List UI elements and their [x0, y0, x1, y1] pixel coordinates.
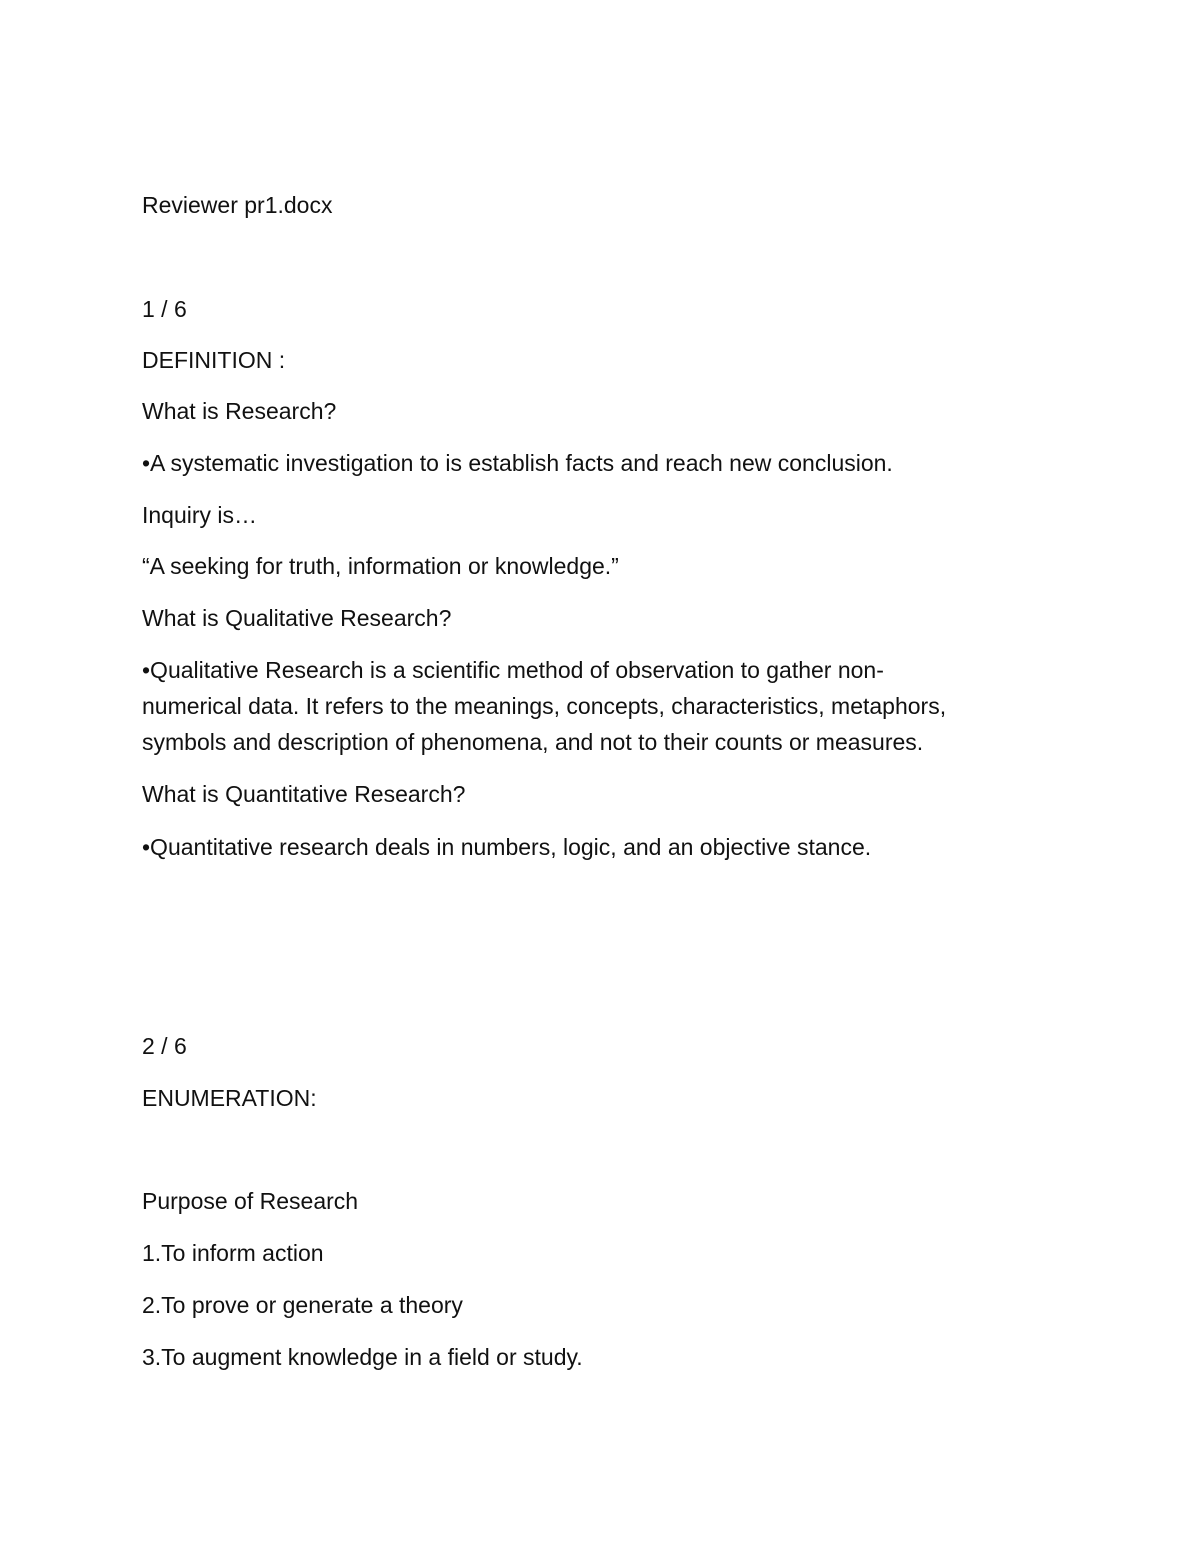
question-quantitative: What is Quantitative Research?: [142, 781, 466, 807]
inquiry-quote: “A seeking for truth, information or knowledge.”: [142, 553, 619, 579]
document-filename: Reviewer pr1.docx: [142, 192, 333, 218]
list-title-purpose: Purpose of Research: [142, 1188, 359, 1214]
question-research: What is Research?: [142, 398, 337, 424]
answer-qualitative: [142, 652, 1042, 760]
answer-qualitative-line: •Qualitative Research is a scientific method of observation to gather non-: [142, 657, 884, 683]
answer-research: •A systematic investigation to is establish facts and reach new conclusion.: [142, 450, 893, 476]
page-counter-1: 1 / 6: [142, 296, 187, 322]
list-item: 2.To prove or generate a theory: [142, 1292, 463, 1318]
answer-qualitative-line: numerical data. It refers to the meanings, concepts, characteristics, metaphors,: [142, 693, 947, 719]
answer-qualitative-line: symbols and description of phenomena, and not to their counts or measures.: [142, 729, 924, 755]
inquiry-label: Inquiry is…: [142, 502, 258, 528]
question-qualitative: What is Qualitative Research?: [142, 605, 452, 631]
list-item: 1.To inform action: [142, 1240, 324, 1266]
section-heading-enumeration: ENUMERATION:: [142, 1085, 317, 1111]
answer-quantitative: •Quantitative research deals in numbers, logic, and an objective stance.: [142, 834, 872, 860]
page-counter-2: 2 / 6: [142, 1033, 187, 1059]
list-item: 3.To augment knowledge in a field or study.: [142, 1344, 583, 1370]
section-heading-definition: DEFINITION :: [142, 347, 286, 373]
